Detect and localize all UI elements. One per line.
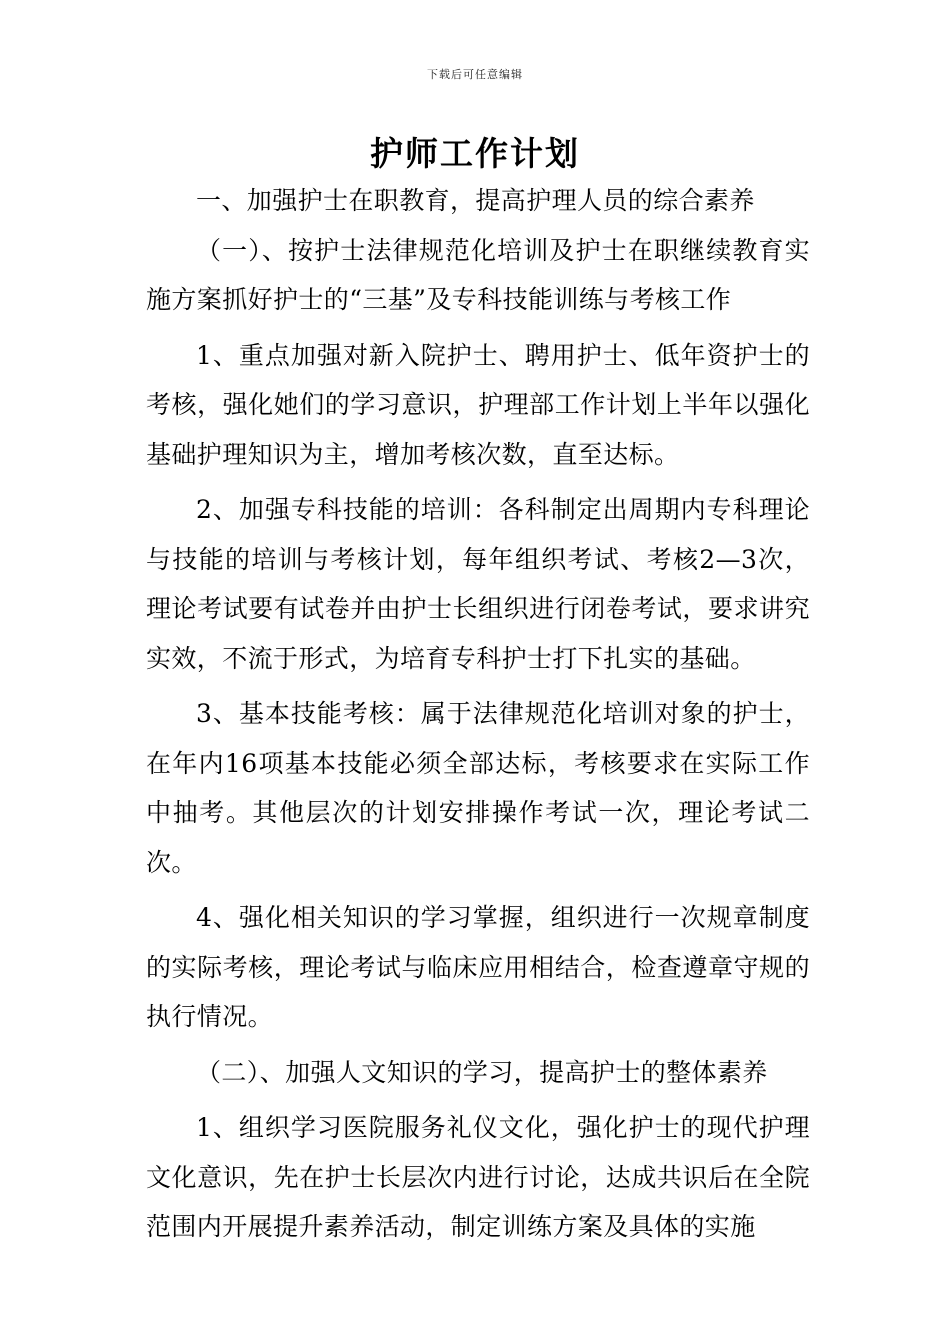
paragraph-item-5: 1、组织学习医院服务礼仪文化，强化护士的现代护理文化意识，先在护士长层次内进行讨论，达成共识后在全院范围内开展提升素养活动，制定训练方案及具体的实施 bbox=[146, 1113, 810, 1241]
document-body bbox=[146, 176, 810, 1252]
document-title: 护师工作计划 bbox=[370, 134, 580, 173]
paragraph-item-4: 4、强化相关知识的学习掌握，组织进行一次规章制度的实际考核，理论考试与临床应用相结合，检查遵章守规的执行情况。 bbox=[146, 903, 810, 1031]
paragraph-item-2: 2、加强专科技能的培训：各科制定出周期内专科理论与技能的培训与考核计划，每年组织考试、考核2—3次，理论考试要有试卷并由护士长组织进行闭卷考试，要求讲究实效，不流于形式，为培育专科护士打下扎实的基础。 bbox=[146, 495, 810, 673]
header-note: 下载后可任意编辑 bbox=[427, 68, 523, 81]
paragraph-item-3: 3、基本技能考核：属于法律规范化培训对象的护士，在年内16项基本技能必须全部达标，考核要求在实际工作中抽考。其他层次的计划安排操作考试一次，理论考试二次。 bbox=[146, 699, 810, 877]
section-heading-1: 一、加强护士在职教育，提高护理人员的综合素养 bbox=[196, 186, 755, 215]
paragraph-item-1: 1、重点加强对新入院护士、聘用护士、低年资护士的考核，强化她们的学习意识，护理部工作计划上半年以强化基础护理知识为主，增加考核次数，直至达标。 bbox=[146, 340, 810, 469]
subsection-heading-2: （二）、加强人文知识的学习，提高护士的整体素养 bbox=[196, 1057, 768, 1087]
subsection-heading-1: （一）、按护士法律规范化培训及护士在职继续教育实施方案抓好护士的“三基”及专科技能训练与考核工作 bbox=[146, 235, 810, 314]
